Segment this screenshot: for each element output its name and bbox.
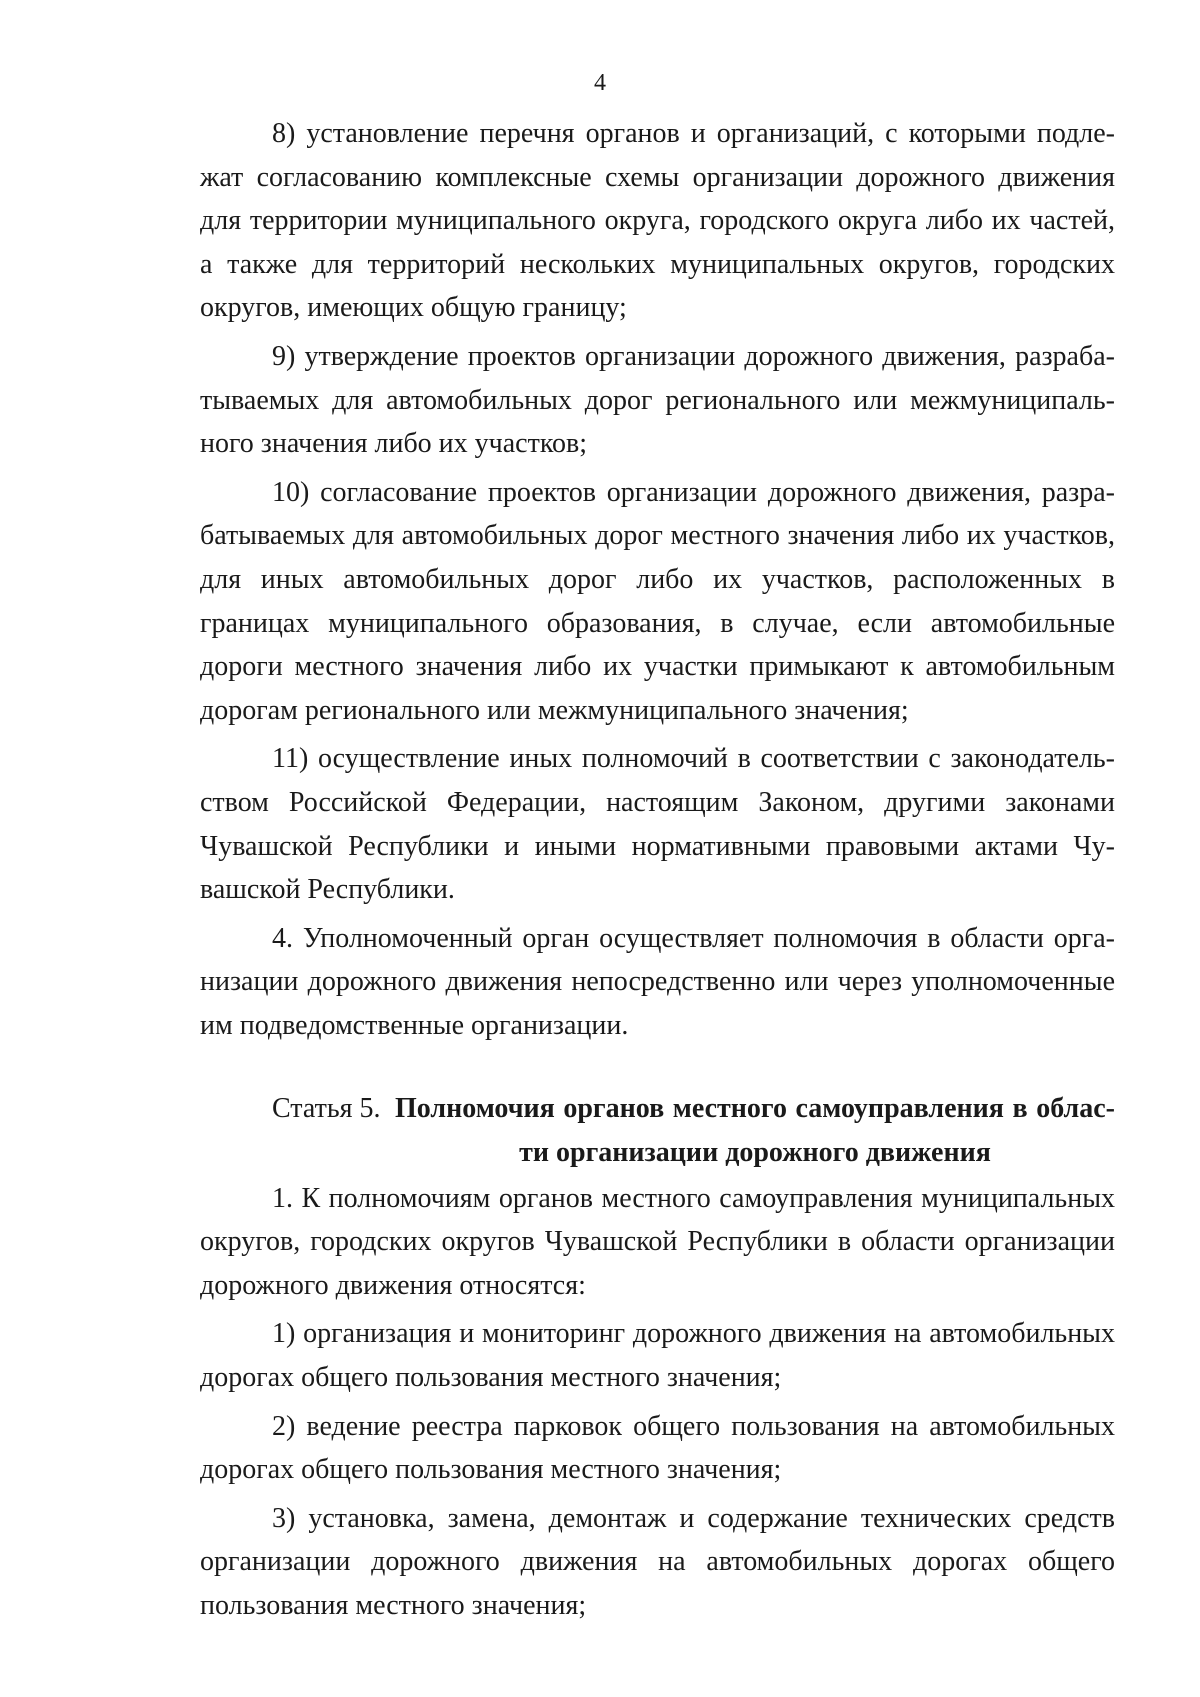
paragraph-item-1: 1) организация и мониторинг дорожного движения на автомобильных дорогах общего пользования местного значения; — [200, 1318, 1115, 1394]
paragraph-item-3: 3) установка, замена, демонтаж и содержание технических средств организации дорожного движения на автомобильных дорогах общего пользования местного значения; — [200, 1502, 1115, 1621]
article-heading — [200, 1087, 1115, 1174]
paragraph-item-11: 11) осуществление иных полномочий в соответствии с законодательством Российской Федерации, настоящим Законом, другими законами Чувашской Республики и иными нормативными правовыми актами Чувашской Республики. — [200, 743, 1115, 906]
document-body — [200, 112, 1115, 1633]
paragraph-item-10: 10) согласование проектов организации дорожного движения, разрабатываемых для автомобильных дорог местного значения либо их участков, для иных автомобильных дорог либо их участков, расположенных в границах муниципального образования, в случае, если автомобильные дороги местного значения либо их участки примыкают к автомобильным дорогам регионального или межмуниципального значения; — [200, 476, 1115, 726]
article-label: Статья 5. — [272, 1093, 381, 1125]
page-number: 4 — [594, 70, 606, 96]
paragraph-item-8: 8) установление перечня органов и организаций, с которыми подлежат согласованию комплексные схемы организации дорожного движения для территории муниципального округа, городского округа либо их частей, а также для территорий нескольких муниципальных округов, городских округов, имеющих общую границу; — [200, 118, 1115, 324]
paragraph-part-1: 1. К полномочиям органов местного самоуправления муниципальных округов, городских округов Чувашской Республики в области организации дорожного движения относятся: — [200, 1182, 1115, 1301]
paragraph-part-4: 4. Уполномоченный орган осуществляет полномочия в области организации дорожного движения непосредственно или через уполномоченные им подведомственные организации. — [200, 922, 1115, 1041]
article-title: Полномочия органов местного самоуправления в области организации дорожного движения — [395, 1093, 1115, 1169]
paragraph-item-9: 9) утверждение проектов организации дорожного движения, разрабатываемых для автомобильных дорог регионального или межмуниципального значения либо их участков; — [200, 340, 1115, 460]
paragraph-item-2: 2) ведение реестра парковок общего пользования на автомобильных дорогах общего пользования местного значения; — [200, 1410, 1115, 1486]
